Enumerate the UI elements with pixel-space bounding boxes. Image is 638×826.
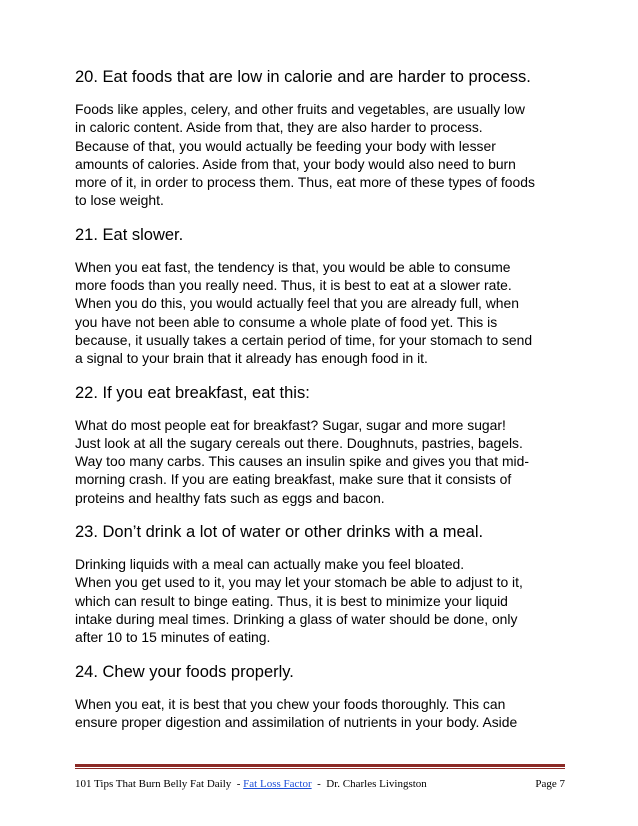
tip-22 [75,383,575,507]
body-line: amounts of calories. Aside from that, your body would also need to burn [75,155,516,172]
tip-24-body [75,695,575,732]
body-line: which can result to binge eating. Thus, it is best to minimize your liquid [75,592,508,609]
body-line: ensure proper digestion and assimilation of nutrients in your body. Aside [75,713,518,730]
fat-loss-factor-link[interactable]: Fat Loss Factor [243,778,312,790]
footer-title [75,777,427,791]
body-line: When you get used to it, you may let your stomach be able to adjust to it, [75,574,523,591]
body-line: proteins and healthy fats such as eggs and bacon. [75,489,385,506]
body-line: because, it usually takes a certain period of time, for your stomach to send [75,331,533,348]
footer-divider-thin [75,768,565,769]
footer-divider [75,764,565,767]
tip-20 [75,67,575,210]
tip-22-heading: 22. If you eat breakfast, eat this: [75,383,310,402]
body-line: after 10 to 15 minutes of eating. [75,629,271,646]
body-line: in caloric content. Aside from that, they are also harder to process. [75,119,483,136]
body-line: When you eat fast, the tendency is that, you would be able to consume [75,258,511,275]
footer-author: - Dr. Charles Livingston [311,778,427,790]
footer-prefix: 101 Tips That Burn Belly Fat Daily - [75,778,244,790]
tip-23 [75,522,575,646]
body-line: Because of that, you would actually be feeding your body with lesser [75,137,496,154]
tip-23-heading: 23. Don’t drink a lot of water or other drinks with a meal. [75,523,484,542]
body-line: morning crash. If you are eating breakfast, make sure that it consists of [75,471,512,488]
body-line: intake during meal times. Drinking a glass of water should be done, only [75,610,518,627]
body-line: Way too many carbs. This causes an insulin spike and gives you that mid- [75,453,529,470]
tip-23-body [75,555,575,646]
body-line: more foods than you really need. Thus, it is best to eat at a slower rate. [75,277,512,294]
tip-21 [75,225,575,368]
tip-24-heading: 24. Chew your foods properly. [75,662,294,681]
body-line: When you eat, it is best that you chew your foods thoroughly. This can [75,695,506,712]
body-line: Foods like apples, celery, and other fruits and vegetables, are usually low [75,101,525,117]
body-line: more of it, in order to process them. Thus, eat more of these types of foods [75,174,535,191]
body-line: you have not been able to consume a whole plate of food yet. This is [75,313,498,330]
tip-24 [75,662,575,732]
body-line: When you do this, you would actually feel that you are already full, when [75,295,519,312]
page-content [75,67,575,746]
page-number: Page 7 [535,778,565,790]
body-line: a signal to your brain that it already has enough food in it. [75,350,428,367]
tip-22-body [75,416,575,507]
body-line: Just look at all the sugary cereals out there. Doughnuts, pastries, bagels. [75,434,523,451]
tip-21-heading: 21. Eat slower. [75,225,184,244]
body-line: What do most people eat for breakfast? Sugar, sugar and more sugar! [75,416,506,433]
body-line: Drinking liquids with a meal can actually make you feel bloated. [75,556,465,573]
tip-20-body [75,100,575,210]
body-line: to lose weight. [75,192,164,209]
tip-20-heading: 20. Eat foods that are low in calorie and are harder to process. [75,68,531,86]
tip-21-body [75,258,575,368]
